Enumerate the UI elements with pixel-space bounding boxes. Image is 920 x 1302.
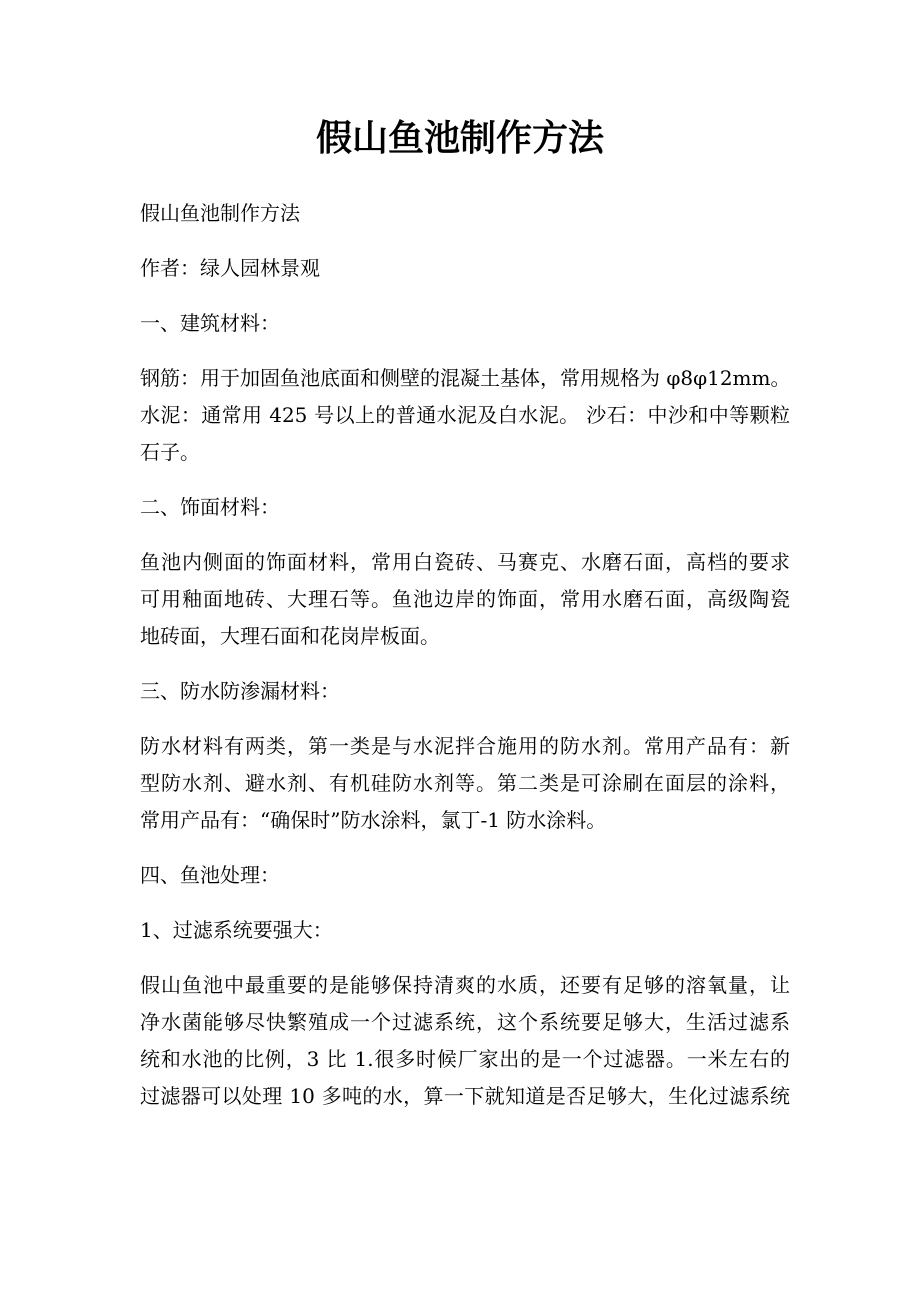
text-line: 水泥：通常用 425 号以上的普通水泥及白水泥。 沙石：中沙和中等颗粒 xyxy=(140,403,790,427)
paragraph xyxy=(140,857,790,894)
text-line: 假山鱼池中最重要的是能够保持清爽的水质，还要有足够的溶氧量，让 xyxy=(140,973,790,997)
paragraph xyxy=(140,544,790,655)
text-line: 防水材料有两类，第一类是与水泥拌合施用的防水剂。常用产品有：新 xyxy=(140,734,790,758)
paragraph xyxy=(140,250,790,287)
text-line: 统和水池的比例，3 比 1.很多时候厂家出的是一个过滤器。一米左右的 xyxy=(140,1047,790,1071)
text-line: 作者：绿人园林景观 xyxy=(140,256,320,280)
paragraph xyxy=(140,305,790,342)
text-line: 四、鱼池处理： xyxy=(140,863,280,887)
paragraph xyxy=(140,967,790,1115)
paragraph xyxy=(140,489,790,526)
text-line: 1、过滤系统要强大： xyxy=(140,918,333,942)
paragraph xyxy=(140,360,790,471)
text-line: 石子。 xyxy=(140,440,200,464)
text-line: 地砖面，大理石面和花岗岸板面。 xyxy=(140,624,440,648)
paragraph xyxy=(140,728,790,839)
text-line: 钢筋：用于加固鱼池底面和侧壁的混凝土基体，常用规格为 φ8φ12mm。 xyxy=(140,366,791,390)
text-line: 一、建筑材料： xyxy=(140,311,280,335)
paragraph xyxy=(140,673,790,710)
document-body xyxy=(140,195,790,1133)
text-line: 可用釉面地砖、大理石等。鱼池边岸的饰面，常用水磨石面，高级陶瓷 xyxy=(140,587,790,611)
text-line: 假山鱼池制作方法 xyxy=(140,201,300,225)
paragraph xyxy=(140,195,790,232)
text-line: 过滤器可以处理 10 多吨的水，算一下就知道是否足够大，生化过滤系统 xyxy=(140,1084,790,1108)
paragraph xyxy=(140,912,790,949)
text-line: 型防水剂、避水剂、有机硅防水剂等。第二类是可涂刷在面层的涂料， xyxy=(140,771,790,795)
text-line: 净水菌能够尽快繁殖成一个过滤系统，这个系统要足够大，生活过滤系 xyxy=(140,1010,790,1034)
text-line: 鱼池内侧面的饰面材料，常用白瓷砖、马赛克、水磨石面，高档的要求 xyxy=(140,550,790,574)
text-line: 常用产品有：“确保时”防水涂料，氯丁-1 防水涂料。 xyxy=(140,808,607,832)
text-line: 三、防水防渗漏材料： xyxy=(140,679,340,703)
document-title: 假山鱼池制作方法 xyxy=(315,117,604,159)
text-line: 二、饰面材料： xyxy=(140,495,280,519)
